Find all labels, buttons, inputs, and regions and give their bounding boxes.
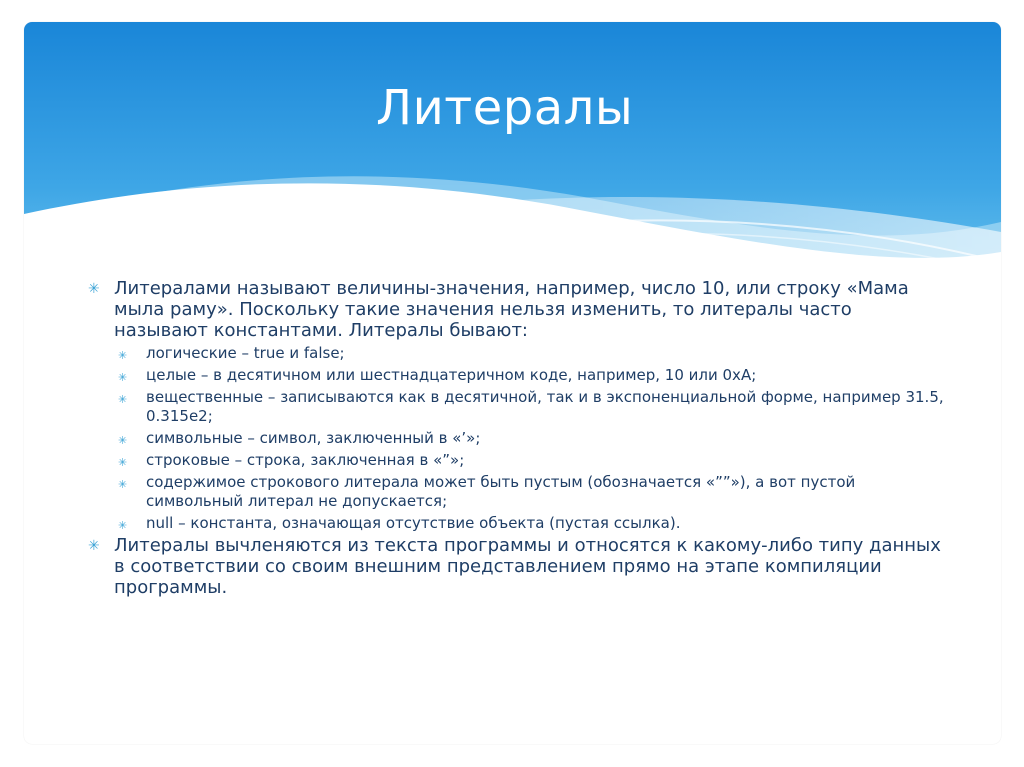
slide-content (88, 278, 948, 598)
sub-bullet-text: вещественные – записываются как в десятичной, так и в экспоненциальной форме, например 31.5, 0.315e2; (146, 388, 944, 425)
bullet-item (88, 535, 948, 598)
sub-bullet-list (88, 344, 948, 533)
slide-title: Литералы (376, 80, 634, 136)
sub-bullet-text: целые – в десятичном или шестнадцатеричном коде, например, 10 или 0xA; (146, 366, 757, 384)
sub-bullet-star-icon: ✳ (118, 456, 128, 469)
sub-bullet-star-icon: ✳ (118, 393, 128, 406)
sub-bullet-text: содержимое строкового литерала может быть пустым (обозначается «””»), а вот пустой символьный литерал не допускается; (146, 473, 856, 510)
bullet-item (88, 278, 948, 341)
sub-bullet-star-icon: ✳ (118, 478, 128, 491)
sub-bullet-item (112, 366, 948, 385)
bullet-text: Литералы вычленяются из текста программы и относятся к какому-либо типу данных в соответствии со своим внешним представлением прямо на этапе компиляции программы. (114, 535, 941, 598)
sub-bullet-item (112, 514, 948, 533)
sub-bullet-star-icon: ✳ (118, 371, 128, 384)
sub-bullet-item (112, 473, 948, 511)
sub-bullet-text: null – константа, означающая отсутствие объекта (пустая ссылка). (146, 514, 681, 532)
sub-bullet-item (112, 429, 948, 448)
bullet-star-icon: ✳ (88, 281, 100, 297)
sub-bullet-text: символьные – символ, заключенный в «’»; (146, 429, 481, 447)
header-wave-background (24, 22, 1001, 322)
sub-bullet-star-icon: ✳ (118, 349, 128, 362)
sub-bullet-text: логические – true и false; (146, 344, 345, 362)
sub-bullet-text: строковые – строка, заключенная в «”»; (146, 451, 465, 469)
sub-bullet-item (112, 344, 948, 363)
sub-bullet-star-icon: ✳ (118, 519, 128, 532)
sub-bullet-star-icon: ✳ (118, 434, 128, 447)
sub-bullet-item (112, 388, 948, 426)
bullet-star-icon: ✳ (88, 538, 100, 554)
sub-bullet-item (112, 451, 948, 470)
bullet-text: Литералами называют величины-значения, например, число 10, или строку «Мама мыла раму». Поскольку такие значения нельзя изменить, то литералы часто называют константами. Литералы бывают: (114, 278, 909, 341)
